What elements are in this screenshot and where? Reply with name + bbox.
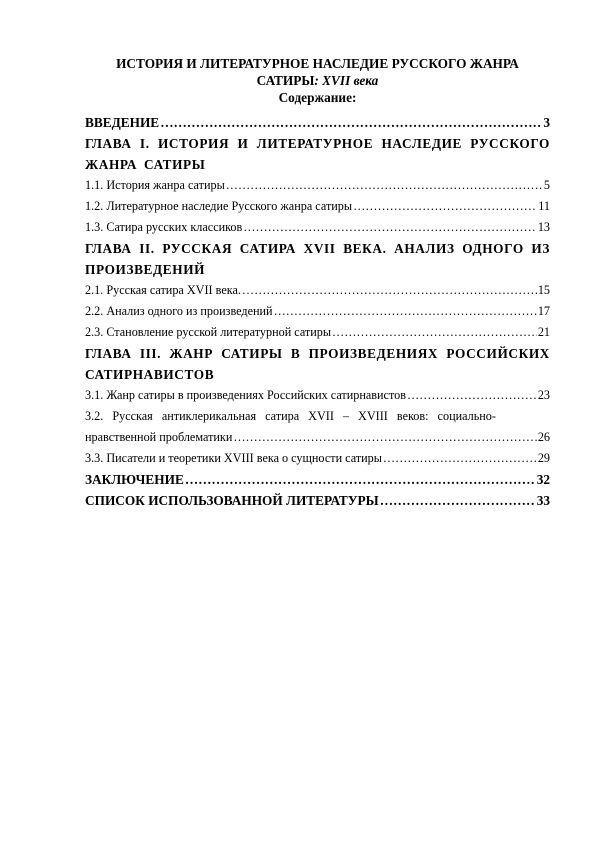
leader-dots bbox=[226, 175, 543, 196]
leader-dots bbox=[243, 217, 537, 238]
toc-entry-3-2-line1[interactable]: 3.2. Русская антиклерикальная сатира XVII – XVIII веков: социально- bbox=[85, 409, 496, 423]
leader-dots bbox=[407, 385, 537, 406]
toc-label: 1.1. История жанра сатиры bbox=[85, 178, 225, 192]
leader-dots bbox=[185, 469, 536, 490]
toc-page-number: 26 bbox=[537, 430, 550, 444]
toc-page-number: 13 bbox=[537, 220, 550, 234]
toc-page-number: 21 bbox=[537, 325, 550, 339]
toc-label: 2.2. Анализ одного из произведений bbox=[85, 304, 273, 318]
leader-dots bbox=[353, 196, 537, 217]
title-line-1: ИСТОРИЯ И ЛИТЕРАТУРНОЕ НАСЛЕДИЕ РУССКОГО ЖАНРА bbox=[116, 56, 519, 71]
leader-dots bbox=[380, 490, 536, 511]
toc-label: 3.3. Писатели и теоретики XVIII века о сущности сатиры bbox=[85, 451, 382, 465]
title-line-2a: САТИРЫ bbox=[256, 73, 315, 88]
title-line-2b: : XVII века bbox=[314, 73, 379, 88]
toc-page-number: 32 bbox=[536, 472, 550, 487]
toc-page-number: 15 bbox=[537, 283, 550, 297]
leader-dots bbox=[383, 448, 537, 469]
toc-label: нравственной проблематики bbox=[85, 430, 233, 444]
leader-dots bbox=[160, 112, 542, 133]
toc-entry-3-3[interactable] bbox=[85, 448, 550, 469]
toc-entry-1-2[interactable] bbox=[85, 196, 550, 217]
toc-page-number: 29 bbox=[537, 451, 550, 465]
toc-page-number: 5 bbox=[543, 178, 550, 192]
toc-entry-2-1[interactable] bbox=[85, 280, 550, 301]
toc-page-number: 17 bbox=[537, 304, 550, 318]
toc-entry-1-3[interactable] bbox=[85, 217, 550, 238]
toc-label: 3.1. Жанр сатиры в произведениях Российских сатирнавистов bbox=[85, 388, 406, 402]
contents-heading: Содержание: bbox=[278, 90, 357, 105]
toc-entry-intro[interactable] bbox=[85, 112, 550, 133]
toc-entry-bibliography[interactable] bbox=[85, 490, 550, 511]
toc-page-number: 33 bbox=[536, 493, 550, 508]
toc-label: 1.3. Сатира русских классиков bbox=[85, 220, 243, 234]
toc-entry-3-1[interactable] bbox=[85, 385, 550, 406]
toc-entry-1-1[interactable] bbox=[85, 175, 550, 196]
toc-page-number: 11 bbox=[538, 199, 550, 213]
toc-chapter-3[interactable]: ГЛАВА III. ЖАНР САТИРЫ В ПРОИЗВЕДЕНИЯХ РОССИЙСКИХ САТИРНАВИСТОВ bbox=[85, 346, 550, 382]
table-of-contents bbox=[85, 112, 550, 511]
leader-dots bbox=[274, 301, 537, 322]
toc-entry-3-2-line2[interactable] bbox=[85, 427, 550, 448]
toc-label: ВВЕДЕНИЕ bbox=[85, 115, 160, 130]
toc-entry-2-3[interactable] bbox=[85, 322, 550, 343]
toc-chapter-1[interactable]: ГЛАВА I. ИСТОРИЯ И ЛИТЕРАТУРНОЕ НАСЛЕДИЕ РУССКОГО ЖАНРА САТИРЫ bbox=[85, 136, 550, 172]
leader-dots bbox=[242, 280, 537, 301]
leader-dots bbox=[233, 427, 536, 448]
toc-page-number: 3 bbox=[543, 115, 550, 130]
toc-label: ЗАКЛЮЧЕНИЕ bbox=[85, 472, 184, 487]
toc-label: 1.2. Литературное наследие Русского жанра сатиры bbox=[85, 199, 353, 213]
document-title bbox=[85, 55, 550, 89]
toc-chapter-2[interactable]: ГЛАВА II. РУССКАЯ САТИРА XVII ВЕКА. АНАЛИЗ ОДНОГО ИЗ ПРОИЗВЕДЕНИЙ bbox=[85, 241, 550, 277]
toc-page-number: 23 bbox=[537, 388, 550, 402]
toc-label: 2.1. Русская сатира XVII века. bbox=[85, 283, 241, 297]
toc-entry-2-2[interactable] bbox=[85, 301, 550, 322]
toc-entry-conclusion[interactable] bbox=[85, 469, 550, 490]
toc-label: 2.3. Становление русской литературной сатиры bbox=[85, 325, 332, 339]
leader-dots bbox=[332, 322, 537, 343]
toc-label: СПИСОК ИСПОЛЬЗОВАННОЙ ЛИТЕРАТУРЫ bbox=[85, 493, 379, 508]
